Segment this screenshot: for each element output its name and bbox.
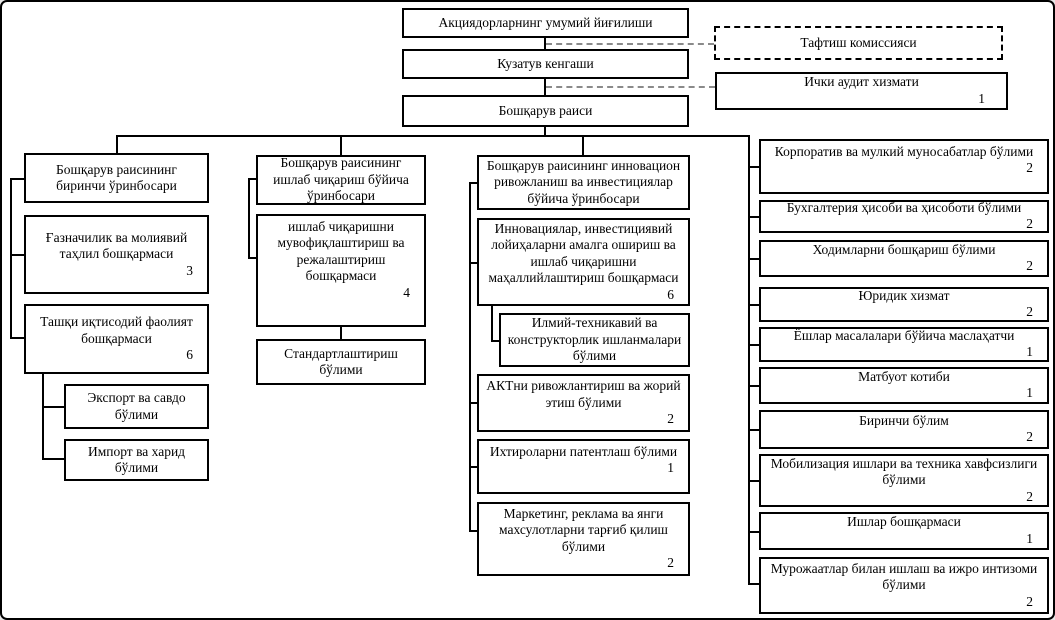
- connector-line: [248, 257, 256, 259]
- connector-line: [748, 531, 759, 533]
- node-label: Ғазначилик ва молиявий таҳлил бошқармаси: [45, 229, 188, 262]
- node-mobilization: [759, 454, 1049, 507]
- node-label: АКТни ривожлантириш ва жорий этиш бўлими: [486, 378, 681, 410]
- connector-line: [748, 385, 759, 387]
- connector-line: [748, 216, 759, 218]
- node-supervisory-board: [402, 49, 689, 79]
- node-label: Экспорт ва савдо бўлими: [87, 390, 186, 422]
- connector-line: [748, 304, 759, 306]
- node-accounting: [759, 200, 1049, 233]
- node-first-deputy: [24, 153, 209, 203]
- connector-line: [10, 178, 12, 339]
- staff-count: 1: [978, 90, 985, 106]
- node-marketing: [477, 502, 690, 576]
- node-press-secretary: [759, 367, 1049, 404]
- node-label: Бошқарув раисининг инновацион ривожланиш ва инвестициялар бўйича ўринбосари: [486, 157, 681, 206]
- connector-line: [10, 178, 24, 180]
- node-label: Мобилизация ишлари ва техника хавфсизлиги бўлими: [770, 455, 1038, 488]
- staff-count: 2: [1026, 258, 1033, 274]
- node-label: Ишлар бошқармаси: [847, 514, 961, 530]
- connector-line: [10, 254, 24, 256]
- node-general-meeting: [402, 8, 689, 38]
- connector-line: [340, 327, 342, 339]
- staff-count: 4: [403, 284, 410, 300]
- node-foreign-economic: [24, 304, 209, 374]
- connector-line: [116, 135, 750, 137]
- staff-count: 2: [1026, 160, 1033, 176]
- node-label: Маркетинг, реклама ва янги махсулотларни тарғиб қилиш бўлими: [499, 505, 668, 554]
- node-label: Ички аудит хизмати: [804, 74, 919, 90]
- node-label: Импорт ва харид бўлими: [87, 443, 186, 475]
- connector-line: [748, 344, 759, 346]
- connector-line: [248, 178, 250, 259]
- node-standardization: [256, 339, 426, 385]
- node-first-department: [759, 410, 1049, 449]
- connector-line: [546, 86, 715, 88]
- staff-count: 6: [186, 347, 193, 363]
- node-label: Инновациялар, инвестициявий лойиҳаларни амалга ошириш ва ишлаб чиқаришни маҳаллийлаштириш бошқармаси: [488, 220, 679, 286]
- node-legal: [759, 287, 1049, 322]
- connector-line: [491, 340, 499, 342]
- node-production-coordination: [256, 214, 426, 327]
- staff-count: 1: [1026, 385, 1033, 401]
- node-label: Корпоратив ва мулкий муносабатлар бўлими: [774, 144, 1034, 159]
- staff-count: 2: [1026, 216, 1033, 232]
- node-production-deputy: [256, 155, 426, 205]
- node-scientific-technical: [499, 313, 690, 367]
- node-label: Ихтироларни патентлаш бўлими: [489, 444, 678, 459]
- connector-line: [748, 480, 759, 482]
- node-label: Ёшлар масалалари бўйича маслаҳатчи: [793, 327, 1015, 343]
- node-label: Бошқарув раисининг ишлаб чиқариш бўйича ўринбосари: [273, 155, 409, 204]
- node-label: Биринчи бўлим: [859, 412, 949, 428]
- node-innovation-projects: [477, 218, 690, 306]
- node-label: Илмий-техникавий ва конструкторлик ишланмалари бўлими: [507, 315, 682, 364]
- node-label: Ходимларни бошқариш бўлими: [812, 241, 996, 257]
- node-affairs-department: [759, 512, 1049, 550]
- node-corporate-relations: [759, 139, 1049, 194]
- node-label: Бухгалтерия ҳисоби ва ҳисоботи бўлими: [786, 199, 1022, 215]
- node-internal-audit: [715, 72, 1008, 110]
- node-label: Кузатув кенгаши: [497, 55, 594, 71]
- connector-line: [116, 135, 118, 153]
- node-appeals: [759, 557, 1049, 614]
- connector-line: [340, 135, 342, 155]
- connector-line: [546, 43, 714, 45]
- staff-count: 1: [667, 460, 674, 476]
- staff-count: 2: [1026, 593, 1033, 609]
- staff-count: 3: [186, 262, 193, 278]
- node-import: [64, 439, 209, 481]
- connector-line: [469, 262, 477, 264]
- node-label: Бошқарув раисининг биринчи ўринбосари: [56, 161, 177, 193]
- node-label: Стандартлаштириш бўлими: [284, 345, 398, 377]
- node-label: Ташқи иқтисодий фаолият бошқармаси: [40, 314, 193, 346]
- node-chairman: [402, 95, 689, 127]
- node-audit-commission: [714, 26, 1003, 60]
- connector-line: [469, 182, 471, 532]
- connector-line: [491, 306, 493, 342]
- connector-line: [748, 135, 750, 585]
- connector-line: [42, 374, 44, 460]
- connector-line: [469, 402, 477, 404]
- node-label: Мурожаатлар билан ишлаш ва ижро интизоми бўлими: [770, 560, 1038, 593]
- node-innovation-deputy: [477, 155, 690, 210]
- node-label: Акциядорларнинг умумий йиғилиши: [438, 14, 653, 30]
- connector-line: [469, 182, 477, 184]
- node-export: [64, 384, 209, 429]
- staff-count: 2: [667, 411, 674, 427]
- staff-count: 6: [667, 286, 674, 302]
- staff-count: 2: [1026, 488, 1033, 504]
- node-youth-advisor: [759, 327, 1049, 362]
- connector-line: [748, 583, 759, 585]
- node-label: Тафтиш комиссияси: [800, 34, 917, 50]
- node-label: Бошқарув раиси: [498, 102, 593, 118]
- connector-line: [582, 135, 584, 155]
- connector-line: [42, 458, 64, 460]
- node-hr: [759, 240, 1049, 277]
- node-patenting: [477, 439, 690, 494]
- staff-count: 2: [1026, 304, 1033, 320]
- staff-count: 1: [1026, 530, 1033, 546]
- connector-line: [748, 258, 759, 260]
- staff-count: 1: [1026, 344, 1033, 360]
- connector-line: [469, 530, 477, 532]
- connector-line: [469, 466, 477, 468]
- node-ict-development: [477, 374, 690, 432]
- connector-line: [748, 429, 759, 431]
- node-treasury: [24, 215, 209, 294]
- node-label: Юридик хизмат: [858, 287, 950, 303]
- connector-line: [42, 406, 64, 408]
- connector-line: [248, 178, 256, 180]
- connector-line: [748, 166, 759, 168]
- connector-line: [10, 337, 24, 339]
- staff-count: 2: [1026, 429, 1033, 445]
- staff-count: 2: [667, 555, 674, 571]
- node-label: ишлаб чиқаришни мувофиқлаштириш ва режалаштириш бошқармаси: [277, 219, 405, 284]
- node-label: Матбуот котиби: [858, 368, 950, 384]
